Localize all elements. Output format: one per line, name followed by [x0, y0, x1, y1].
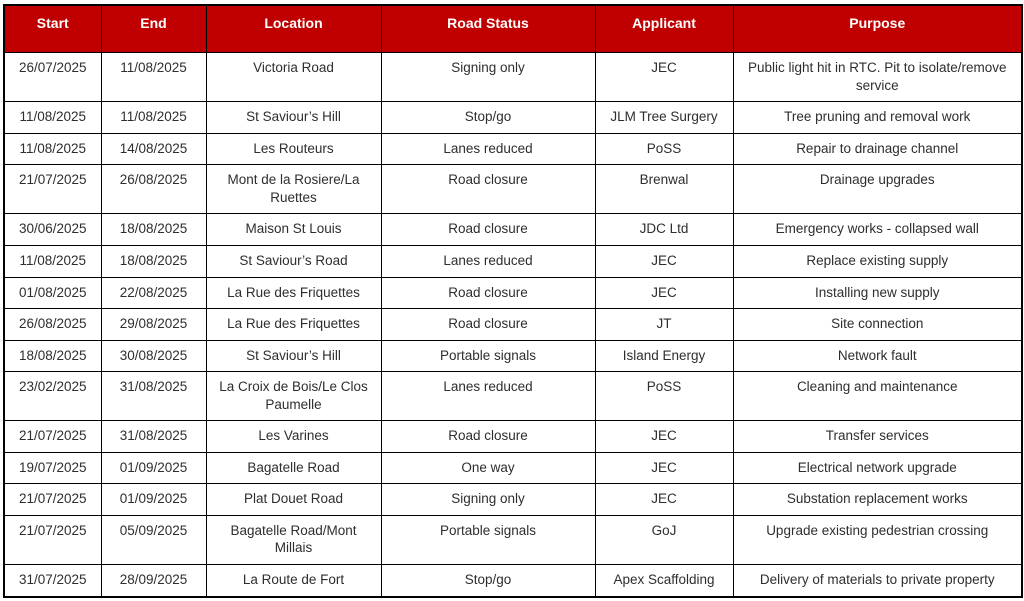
table-row — [4, 214, 1022, 246]
cell-location: Bagatelle Road — [206, 452, 381, 484]
cell-location: Bagatelle Road/Mont Millais — [206, 515, 381, 564]
cell-start: 21/07/2025 — [4, 165, 101, 214]
cell-end: 11/08/2025 — [101, 53, 206, 102]
cell-road-status: One way — [381, 452, 595, 484]
cell-purpose: Transfer services — [733, 421, 1022, 453]
cell-start: 21/07/2025 — [4, 484, 101, 516]
cell-location: La Route de Fort — [206, 565, 381, 597]
cell-purpose: Replace existing supply — [733, 246, 1022, 278]
cell-road-status: Road closure — [381, 277, 595, 309]
table-row — [4, 452, 1022, 484]
cell-applicant: Island Energy — [595, 340, 733, 372]
cell-road-status: Lanes reduced — [381, 133, 595, 165]
table-row — [4, 246, 1022, 278]
cell-road-status: Stop/go — [381, 565, 595, 597]
cell-road-status: Stop/go — [381, 102, 595, 134]
cell-purpose: Network fault — [733, 340, 1022, 372]
cell-road-status: Road closure — [381, 309, 595, 341]
cell-end: 28/09/2025 — [101, 565, 206, 597]
cell-purpose: Upgrade existing pedestrian crossing — [733, 515, 1022, 564]
cell-road-status: Portable signals — [381, 340, 595, 372]
table-row — [4, 309, 1022, 341]
cell-road-status: Road closure — [381, 421, 595, 453]
cell-end: 22/08/2025 — [101, 277, 206, 309]
cell-applicant: JEC — [595, 277, 733, 309]
cell-location: La Rue des Friquettes — [206, 277, 381, 309]
cell-location: St Saviour’s Hill — [206, 340, 381, 372]
cell-applicant: JT — [595, 309, 733, 341]
cell-start: 30/06/2025 — [4, 214, 101, 246]
roadworks-table — [3, 4, 1023, 598]
header-row — [4, 5, 1022, 53]
table-row — [4, 421, 1022, 453]
cell-end: 31/08/2025 — [101, 421, 206, 453]
cell-applicant: Brenwal — [595, 165, 733, 214]
cell-applicant: JEC — [595, 53, 733, 102]
header-cell-purpose: Purpose — [733, 5, 1022, 53]
cell-location: Maison St Louis — [206, 214, 381, 246]
cell-applicant: JEC — [595, 484, 733, 516]
cell-applicant: Apex Scaffolding — [595, 565, 733, 597]
cell-purpose: Installing new supply — [733, 277, 1022, 309]
cell-purpose: Cleaning and maintenance — [733, 372, 1022, 421]
table-row — [4, 565, 1022, 597]
cell-start: 01/08/2025 — [4, 277, 101, 309]
cell-applicant: GoJ — [595, 515, 733, 564]
cell-start: 31/07/2025 — [4, 565, 101, 597]
cell-location: Plat Douet Road — [206, 484, 381, 516]
cell-end: 05/09/2025 — [101, 515, 206, 564]
cell-start: 23/02/2025 — [4, 372, 101, 421]
cell-location: Mont de la Rosiere/La Ruettes — [206, 165, 381, 214]
cell-road-status: Lanes reduced — [381, 246, 595, 278]
cell-purpose: Drainage upgrades — [733, 165, 1022, 214]
cell-start: 26/07/2025 — [4, 53, 101, 102]
cell-applicant: JEC — [595, 421, 733, 453]
cell-purpose: Emergency works - collapsed wall — [733, 214, 1022, 246]
cell-end: 01/09/2025 — [101, 452, 206, 484]
table-row — [4, 372, 1022, 421]
table-row — [4, 165, 1022, 214]
cell-purpose: Delivery of materials to private property — [733, 565, 1022, 597]
cell-purpose: Repair to drainage channel — [733, 133, 1022, 165]
cell-start: 21/07/2025 — [4, 515, 101, 564]
cell-end: 31/08/2025 — [101, 372, 206, 421]
cell-start: 19/07/2025 — [4, 452, 101, 484]
table-header — [4, 5, 1022, 53]
table-body — [4, 53, 1022, 597]
cell-end: 14/08/2025 — [101, 133, 206, 165]
cell-location: St Saviour’s Hill — [206, 102, 381, 134]
cell-location: Les Routeurs — [206, 133, 381, 165]
table-row — [4, 53, 1022, 102]
cell-location: La Rue des Friquettes — [206, 309, 381, 341]
cell-road-status: Road closure — [381, 165, 595, 214]
header-cell-start: Start — [4, 5, 101, 53]
cell-applicant: JEC — [595, 246, 733, 278]
header-cell-applicant: Applicant — [595, 5, 733, 53]
cell-start: 11/08/2025 — [4, 102, 101, 134]
header-cell-end: End — [101, 5, 206, 53]
cell-applicant: JDC Ltd — [595, 214, 733, 246]
cell-end: 30/08/2025 — [101, 340, 206, 372]
cell-applicant: JLM Tree Surgery — [595, 102, 733, 134]
cell-road-status: Road closure — [381, 214, 595, 246]
table-row — [4, 277, 1022, 309]
cell-road-status: Signing only — [381, 53, 595, 102]
cell-end: 18/08/2025 — [101, 214, 206, 246]
cell-purpose: Tree pruning and removal work — [733, 102, 1022, 134]
cell-road-status: Signing only — [381, 484, 595, 516]
cell-end: 01/09/2025 — [101, 484, 206, 516]
header-cell-road-status: Road Status — [381, 5, 595, 53]
cell-purpose: Electrical network upgrade — [733, 452, 1022, 484]
cell-applicant: JEC — [595, 452, 733, 484]
header-cell-location: Location — [206, 5, 381, 53]
cell-location: St Saviour’s Road — [206, 246, 381, 278]
table-row — [4, 340, 1022, 372]
cell-location: Les Varines — [206, 421, 381, 453]
table-row — [4, 515, 1022, 564]
cell-end: 26/08/2025 — [101, 165, 206, 214]
cell-purpose: Substation replacement works — [733, 484, 1022, 516]
table-row — [4, 102, 1022, 134]
cell-road-status: Portable signals — [381, 515, 595, 564]
cell-end: 11/08/2025 — [101, 102, 206, 134]
cell-start: 26/08/2025 — [4, 309, 101, 341]
cell-location: La Croix de Bois/Le Clos Paumelle — [206, 372, 381, 421]
cell-road-status: Lanes reduced — [381, 372, 595, 421]
cell-start: 21/07/2025 — [4, 421, 101, 453]
cell-end: 18/08/2025 — [101, 246, 206, 278]
cell-end: 29/08/2025 — [101, 309, 206, 341]
cell-purpose: Public light hit in RTC. Pit to isolate/remove service — [733, 53, 1022, 102]
cell-purpose: Site connection — [733, 309, 1022, 341]
cell-location: Victoria Road — [206, 53, 381, 102]
cell-applicant: PoSS — [595, 372, 733, 421]
cell-start: 18/08/2025 — [4, 340, 101, 372]
table-row — [4, 484, 1022, 516]
cell-applicant: PoSS — [595, 133, 733, 165]
cell-start: 11/08/2025 — [4, 133, 101, 165]
table-row — [4, 133, 1022, 165]
cell-start: 11/08/2025 — [4, 246, 101, 278]
